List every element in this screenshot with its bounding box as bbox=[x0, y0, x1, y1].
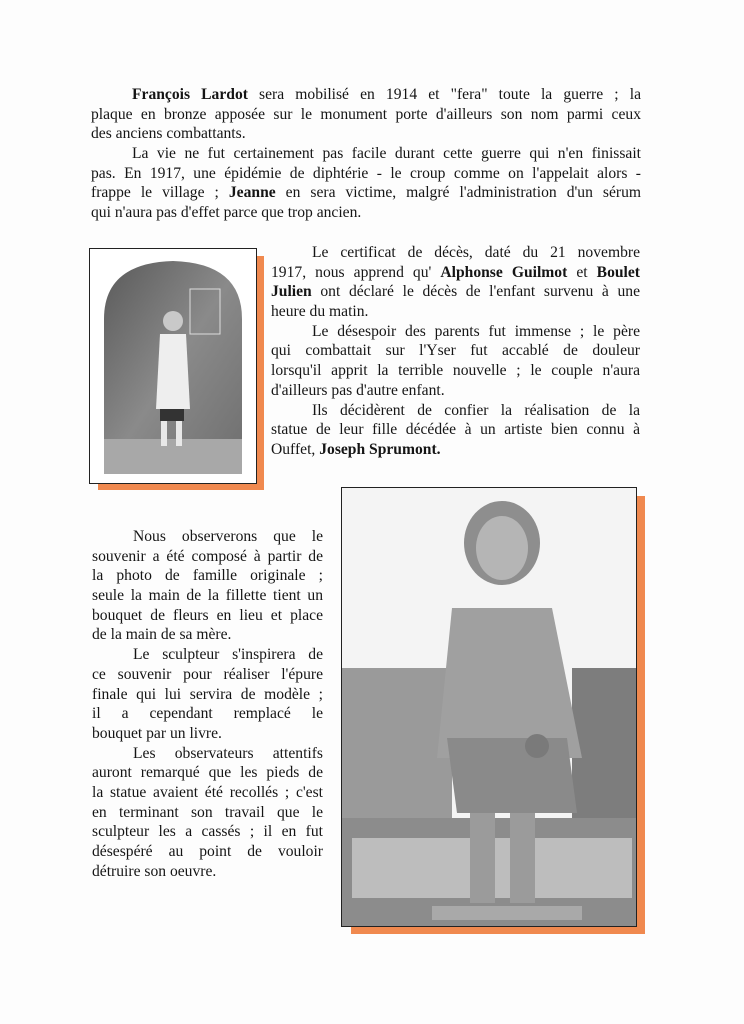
text-segment: finale qui lui servira de modèle ; bbox=[92, 685, 323, 703]
text-segment: frappe le village ; bbox=[91, 184, 229, 202]
text-line bbox=[271, 282, 640, 302]
statue-paragraphs bbox=[92, 527, 323, 881]
text-segment: détruire son oeuvre. bbox=[92, 862, 217, 880]
text-segment: Les observateurs attentifs bbox=[133, 744, 323, 762]
text-segment: la photo de famille originale ; bbox=[92, 567, 323, 585]
statue-photo bbox=[341, 487, 637, 927]
text-segment: auront remarqué que les pieds de bbox=[92, 764, 323, 782]
text-line bbox=[271, 420, 640, 440]
text-segment: statue de leur fille décédée à un artiste bien connu à bbox=[271, 421, 640, 439]
text-line bbox=[92, 645, 323, 665]
text-line bbox=[92, 527, 323, 547]
text-line bbox=[92, 625, 323, 645]
text-line bbox=[91, 85, 641, 105]
text-line bbox=[271, 381, 640, 401]
text-line bbox=[271, 322, 640, 342]
text-line bbox=[271, 302, 640, 322]
text-segment: Ouffet, bbox=[271, 440, 320, 458]
text-segment: 1917, nous apprend qu' bbox=[271, 263, 441, 281]
text-line bbox=[91, 203, 641, 223]
text-line bbox=[91, 105, 641, 125]
text-line bbox=[92, 744, 323, 764]
text-line bbox=[92, 704, 323, 724]
text-line bbox=[92, 606, 323, 626]
text-line bbox=[91, 144, 641, 164]
text-line bbox=[92, 822, 323, 842]
text-segment: heure du matin. bbox=[271, 303, 369, 321]
text-line bbox=[271, 401, 640, 421]
bold-name: Joseph Sprumont. bbox=[319, 440, 441, 458]
text-line bbox=[92, 547, 323, 567]
bold-name: Julien bbox=[271, 283, 312, 301]
text-segment: La vie ne fut certainement pas facile durant cette guerre qui n'en finissait bbox=[132, 145, 641, 163]
text-line bbox=[92, 842, 323, 862]
text-segment: sera mobilisé en 1914 et "fera" toute la guerre ; la bbox=[247, 86, 641, 103]
text-line bbox=[92, 862, 323, 882]
text-segment: en sera victime, malgré l'administration d'un sérum bbox=[275, 184, 642, 202]
text-line bbox=[92, 685, 323, 705]
bold-name: Alphonse Guilmot bbox=[440, 263, 568, 281]
text-line bbox=[92, 586, 323, 606]
text-segment: seule la main de la fillette tient un bbox=[92, 587, 323, 605]
text-segment: bouquet de fleurs en lieu et place bbox=[92, 606, 323, 624]
text-segment: Nous observerons que le bbox=[133, 528, 323, 545]
text-segment: désespéré au point de vouloir bbox=[92, 843, 323, 860]
text-segment: d'ailleurs pas d'autre enfant. bbox=[271, 381, 445, 399]
text-line bbox=[271, 440, 640, 460]
text-segment: Le sculpteur s'inspirera de bbox=[133, 646, 323, 664]
text-segment: en terminant son travail que le bbox=[92, 803, 323, 821]
text-segment: pas. En 1917, une épidémie de diphtérie - le croup comme on l'appelait alors - bbox=[91, 164, 641, 182]
text-line bbox=[92, 665, 323, 685]
text-segment: il a cependant remplacé le bbox=[92, 705, 323, 723]
text-line bbox=[271, 341, 640, 361]
text-line bbox=[271, 361, 640, 381]
family-photo bbox=[89, 248, 257, 484]
text-line bbox=[91, 183, 641, 203]
text-segment: Le désespoir des parents fut immense ; le père bbox=[312, 322, 640, 340]
text-line bbox=[92, 783, 323, 803]
text-segment: ce souvenir pour réaliser l'épure bbox=[92, 665, 323, 683]
text-segment: ont déclaré le décès de l'enfant survenu à une bbox=[311, 283, 640, 301]
bold-name: Boulet bbox=[596, 263, 640, 281]
intro-paragraphs bbox=[91, 85, 641, 223]
text-segment: Ils décidèrent de confier la réalisation de la bbox=[312, 401, 640, 419]
text-line bbox=[271, 263, 640, 283]
bold-name: Jeanne bbox=[228, 184, 276, 202]
text-segment: plaque en bronze apposée sur le monument porte d'ailleurs son nom parmi ceux bbox=[91, 105, 641, 123]
text-segment: Le certificat de décès, daté du 21 novembre bbox=[312, 244, 640, 261]
text-segment: des anciens combattants. bbox=[91, 125, 246, 143]
text-segment: de la main de sa mère. bbox=[92, 626, 232, 644]
text-segment: lorsqu'il apprit la terrible nouvelle ; le couple n'aura bbox=[271, 362, 640, 380]
certificate-paragraphs bbox=[271, 243, 640, 460]
text-segment: qui n'aura pas d'effet parce que trop ancien. bbox=[91, 204, 362, 222]
text-line bbox=[91, 164, 641, 184]
bold-name: François Lardot bbox=[132, 86, 248, 103]
text-segment: et bbox=[567, 263, 597, 281]
text-segment: la statue avaient été recollés ; c'est bbox=[92, 783, 323, 801]
text-segment: bouquet par un livre. bbox=[92, 724, 222, 742]
text-segment: souvenir a été composé à partir de bbox=[92, 547, 323, 565]
text-line bbox=[91, 124, 641, 144]
text-segment: sculpteur les a cassés ; il en fut bbox=[92, 823, 323, 841]
text-segment: qui combattait sur l'Yser fut accablé de douleur bbox=[271, 342, 640, 360]
text-line bbox=[271, 243, 640, 263]
text-line bbox=[92, 724, 323, 744]
text-line bbox=[92, 566, 323, 586]
text-line bbox=[92, 763, 323, 783]
text-line bbox=[92, 803, 323, 823]
